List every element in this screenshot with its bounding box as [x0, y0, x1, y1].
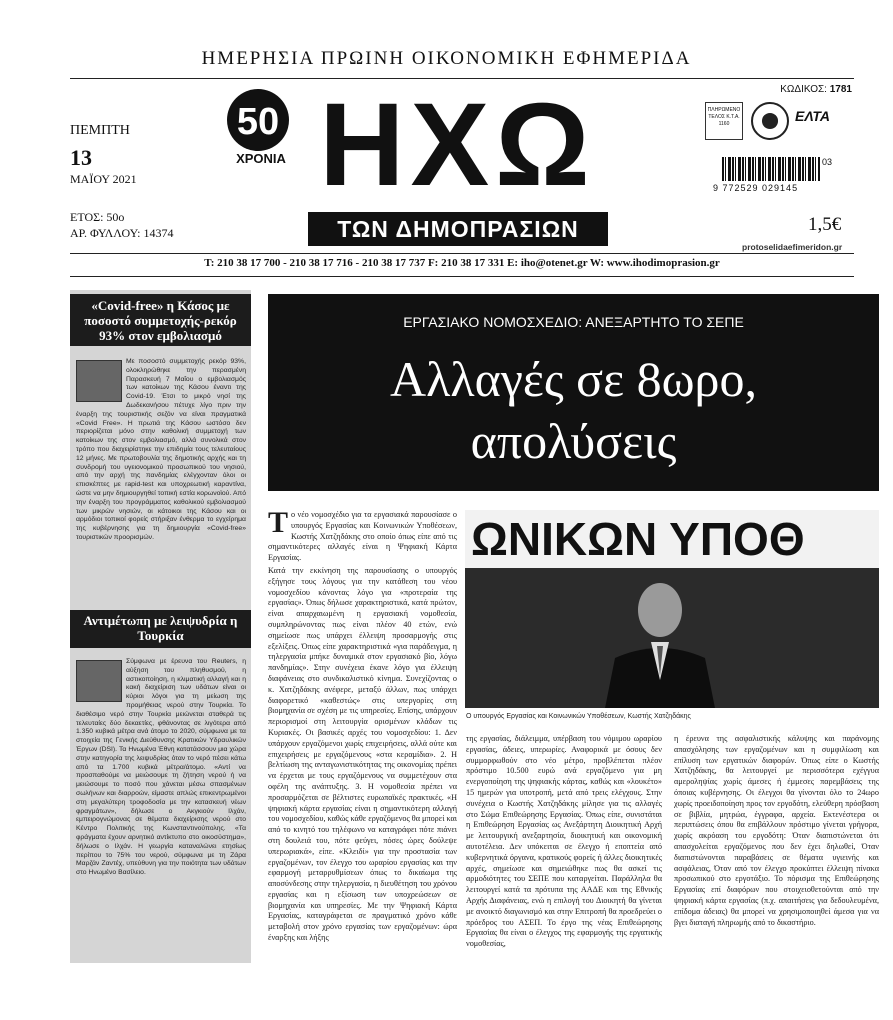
lead-body-2: της εργασίας, διάλειμμα, υπέρβαση του νόμιμου ωραρίου εργασίας, άδειες, υπερωρίες. Αναφορικά με όσους δεν συμμορφωθούν στο νέο μέτρο, προβλέπεται πλέον πρόστιμο 10.500 ευρώ ανά εργαζόμενο για μη ενεργοποίηση της ψηφιακής κάρτας, καθώς και «λουκέτο» 15 ημερών για υποτροπή, μετά από τρεις ελέγχους. Στην συνέχεια ο Κωστής Χατζηδάκης μίλησε για τις αλλαγές στο Σώμα Επιθεώρησης Εργασίας. Όπως είπε, συνιστάται η Επιθεώρηση Εργασίας ως Ανεξάρτητη Διοικητική Αρχή με λειτουργική ανεξαρτησία, διοικητική και οικονομική αυτοτέλεια. Δεν υπόκειται σε έλεγχο ή εποπτεία από κυβερνητικά όργανα, κρατικούς φορείς ή άλλες διοικητικές αρχές, σημείωσε και σημειώθηκε πως θα ασκεί τις αρμοδιότητες του ΣΕΠΕ που καταργείται. Παράλληλα θα λειτουργεί κατά τα πρότυπα της ΑΑΔΕ και της Εθνικής Αρχής Διαφάνειας, ενώ η επιλογή του Διοικητή θα γίνεται με ανοικτό διαγωνισμό και στην Επιτροπή θα προεδρεύει ο πρόεδρος του ΑΣΕΠ. Το έργο της νέας Επιθεώρησης Εργασίας θα είναι ο έλεγχος της εφαρμογής της εργατικής νομοθεσίας,: [466, 734, 662, 949]
cover-price: 1,5€: [808, 214, 842, 235]
sidebar-story2-title: Αντιμέτωπη με λειψυδρία η Τουρκία: [70, 610, 251, 648]
sidebar-story2-text: [76, 658, 246, 958]
photo-caption: Ο υπουργός Εργασίας και Κοινωνικών Υποθέσεων, Κωστής Χατζηδάκης: [466, 713, 691, 720]
barcode-issue-suffix: 03: [822, 157, 833, 167]
issue-day: ΠΕΜΠΤΗ: [70, 123, 130, 138]
thumb-spacer: [76, 658, 126, 704]
lead-photo: [465, 510, 879, 708]
lead-column-1: [268, 510, 457, 962]
newspaper-logo-subtitle: ΤΩΝ ΔΗΜΟΠΡΑΣΙΩΝ: [308, 212, 608, 246]
barcode-icon: [722, 157, 820, 181]
headline-line-2: απολύσεις: [470, 413, 677, 469]
code-label: ΚΩΔΙΚΟΣ:: [780, 84, 827, 95]
contact-rule-top: [70, 253, 854, 254]
contact-line: T: 210 38 17 700 - 210 38 17 716 - 210 38 17 737 F: 210 38 17 331 E: iho@otenet.gr W: www.ihodimoprasion.gr: [204, 257, 720, 269]
lead-headline: [268, 348, 879, 472]
sidebar-story1-title: «Covid-free» η Κάσος με ποσοστό συμμετοχής-ρεκόρ 93% στον εμβολιασμό: [70, 294, 251, 346]
issue-date-number: 13: [70, 145, 92, 170]
barcode-number: 9 772529 029145: [713, 183, 799, 193]
postage-paid-stamp: ΠΛΗΡΩΜΕΝΟ ΤΕΛΟΣ Κ.Τ.Α. 1160: [705, 102, 743, 140]
story1-body: Με ποσοστό συμμετοχής ρεκόρ 93%, ολοκληρώθηκε την περασμένη Παρασκευή 7 Μαΐου ο εμβολιασμός των κατοίκων της Κάσου έναντι της Covid-19. Έτσι το μικρό νησί της Δωδεκανήσου πέτυχε λίγο πριν την έναρξη της τουριστικής σεζόν να είναι πραγματικά «Covid Free». Η πρωτιά της Κάσου ωστόσο δεν περιορίζεται μόνο στην καθολική συμμετοχή των κατοίκων της στον εμβολιασμό, αλλά συνολικά στον τρόπο που διαχειρίστηκε την επιδημία τους τελευταίους 12 μήνες. Με πρωτοβουλία της δημοτικής αρχής και τη συνδρομή του υγειονομικού προσωπικού του νησιού, από την αρχή της πανδημίας ελέγχονταν όλοι οι επισκέπτες με rapid-test και υποχρεωτική καραντίνα, ώστε να μην δημιουργηθεί τοπική εστία κορωνοϊού. Από την έναρξη του προγράμματος καθολικού εμβολιασμού των μικρών νησιών, οι κάτοικοι της Κάσου και οι αρμόδιοι τοπικοί φορείς στήριξαν ένθερμα το εγχείρημα της κυβέρνησης για τη δημιουργία «Covid-free» τουριστικών προορισμών.: [76, 358, 246, 541]
issue-year: ΕΤΟΣ: 50ο: [70, 210, 125, 224]
postage-logos: [705, 102, 855, 142]
lead-column-3: [674, 734, 879, 964]
newspaper-tagline: ΗΜΕΡΗΣΙΑ ΠΡΩΙΝΗ ΟΙΚΟΝΟΜΙΚΗ ΕΦΗΜΕΡΙΔΑ: [201, 48, 692, 69]
elta-logo: ΕΛΤΑ: [795, 108, 831, 124]
seal-icon: [751, 102, 789, 140]
photo-backdrop-text: ΩΝΙΚΩΝ ΥΠΟΘ: [465, 510, 879, 568]
contact-rule-bottom: [70, 276, 854, 277]
newspaper-logo: ΗΧΩ: [319, 79, 596, 211]
issue-date-month: ΜΑΪΟΥ 2021: [70, 172, 137, 186]
publication-code: [742, 84, 852, 95]
lead-body-1: Κατά την εκκίνηση της παρουσίασης ο υπουργός εξήγησε τους λόγους για την κατάθεση του νέου νομοσχεδίου κάνοντας λόγο για «προτεραία της εργασίας». Όπως δήλωσε χαρακτηριστικά, κατά πρώτον, είναι απαρχαιωμένη η εργασιακή νομοθεσία, συμπληρώνοντας πως είναι πλέον 40 ετών, ενώ σημείωσε πως υπάρχει έλλειψη προσαρμογής στις εξελίξεις. Όπως είπε χαρακτηριστικά «για παράδειγμα, η τηλεργασία μπήκε δυναμικά στον εργασιακό βίο, λόγω πανδημίας». Στην συνέχεια έκανε λόγο για έλλειψη διαφάνειας στο συνδικαλιστικό κίνημα. Συνεχίζοντας ο κ. Χατζηδάκης ανέφερε, μεταξύ άλλων, πως υπάρχει διαφορετικό «καθεστώς» στις υπεργορίες στη βιομηχανία σε σχέση με τις υπηρεσίες. Επίσης, υπάρχουν περιορισμοί στη λειτουργία ορισμένων κλάδων τις Κυριακές. Οι βασικές αρχές του νομοσχεδίου: 1. Δεν υπάρχουν εργαζόμενοι χωρίς επιχειρήσεις, αλλά ούτε και επιχειρήσεις με εργαζόμενους «στα κεραμίδια». 2. Η βελτίωση της ανταγωνιστικότητας της οικονομίας πρέπει να έρχεται με τους εργαζόμενους να συμμετέχουν στα οφέλη της ανάπτυξης. 3. Η νομοθεσία πρέπει να προσαρμόζεται σε βέλτιστες ευρωπαϊκές πρακτικές. «Η ψηφιακή κάρτα εργασίας είναι η σημαντικότερη αλλαγή του νομοσχεδίου, καθώς κάθε εργαζόμενος θα μπορεί και από το κινητό του τηλέφωνο να καταγράφει πότε πιάνει στη δουλειά του, πότε φεύγει, πόσες ώρες δούλεψε υπερωριακά», είπε. «Κλειδί» για την προστασία των εργαζομένων, τον έλεγχο του ωραρίου εργασίας και την εφαρμογή μεταρρυθμίσεων όπως το δικαίωμα της αποσύνδεσης στην τηλεργασία, η διευθέτηση του χρόνου εργασίας και η εξίσωση των υποχρεώσεων σε βιομηχανία και υπηρεσίες. Με την Ψηφιακή Κάρτα Εργασίας, καταγράφεται σε πραγματικό χρόνο κάθε μεταβολή στον χρόνο εργασίας των εργαζομένων: ώρα έναρξης και λήξης: [268, 565, 457, 943]
thumb-spacer: [76, 358, 126, 404]
drop-cap: Τ: [268, 510, 289, 539]
minister-portrait-icon: [595, 580, 725, 708]
story2-body: Σύμφωνα με έρευνα του Reuters, η αύξηση του πληθυσμού, η αστικοποίηση, η κλιματική αλλαγή και η κακή διαχείριση των υδάτων είναι οι κύριοι λόγοι για τη μείωση της προμήθειας νερού στην Τουρκία. Το διαθέσιμο νερό στην Τουρκία μειώνεται σταθερά τις τελευταίες δύο δεκαετίες, φθάνοντας σε λιγότερα από 1.350 κυβικά μέτρα ανά άτομο το 2020, σύμφωνα με τα στοιχεία της Γενικής Διεύθυνσης Κρατικών Υδραυλικών Έργων (DSI). Τα Ηνωμένα Έθνη κατατάσσουν μια χώρα στην κατηγορία της λειψυδρίας όταν το νερό πέσει κάτω από τα 1.700 κυβικά μέτρα/άτομο. «Αντί να προσπαθούμε να μειώσουμε τη ζήτηση νερού ή να μειώσουμε το ποσό που χάνεται μέσω σπασμένων σωλήνων και διαρροών, είμαστε απλώς επικεντρωμένοι στη μεγαλύτερη τροφοδοσία με την κατασκευή νέων φραγμάτων», δήλωσε ο Ακγκιούν Ιλχάν, εμπειρογνώμονας σε θέματα διαχείρισης νερού στο Κέντρο Πολιτικής της Κωνσταντινούπολης. «Τα φράγματα έχουν αρνητικό αντίκτυπο στο οικοσύστημα», δήλωσε ο Ιλχάν. Η γεωργία καταναλώνει ετησίως περίπου το 75% του νερού, σύμφωνα με τη Ζάρα Μαρζάν Ζαντέχ, υπεύθυνη για την ποιότητα των υδάτων στο Ηνωμένο Βασίλειο.: [76, 658, 246, 877]
site-watermark: protoselidaefimeridon.gr: [742, 242, 843, 252]
headline-line-1: Αλλαγές σε 8ωρο,: [390, 351, 757, 407]
lead-kicker: ΕΡΓΑΣΙΑΚΟ ΝΟΜΟΣΧΕΔΙΟ: ΑΝΕΞΑΡΤΗΤΟ ΤΟ ΣΕΠΕ: [403, 314, 744, 330]
sidebar-story1-text: [76, 358, 246, 604]
anniversary-label: ΧΡΟΝΙΑ: [236, 151, 286, 166]
lead-intro: ο νέο νομοσχέδιο για τα εργασιακά παρουσίασε ο υπουργός Εργασίας και Κοινωνικών Υποθέσεων, Κωστής Χατζηδάκης στο οποίο όπως είπε από τις σημαντικότερες αλλαγές είναι η Ψηφιακή Κάρτα Εργασίας.: [268, 510, 457, 563]
lead-column-2: [466, 734, 662, 964]
issue-sheet-number: ΑΡ. ΦΥΛΛΟΥ: 14374: [70, 226, 174, 240]
badge-number: 50: [236, 101, 280, 143]
lead-body-3: η έρευνα της ασφαλιστικής κάλυψης και παράνομης απασχόλησης των εργαζομένων και η συμφιλίωση και επίλυση των εργατικών διαφορών. Όπως είπε ο Κωστής Χατζηδάκης, θα λειτουργεί με περισσότερα εχέγγυα αμεροληψίας χωρίς άμεσες ή έμμεσες παρεμβάσεις της όποιας κυβέρνησης. Οι έλεγχοι θα γίνονται όλο το 24ωρο χωρίς προειδοποίηση προς τον εργοδότη, ελεύθερη πρόσβαση σε βιβλία, μητρώα, έγγραφα, αρχεία. Εκτενέστερα οι περιπτώσεις όπου θα επιβάλλουν πρόστιμο γίνεται γρήγορα, χωρίς ακρόαση του εργοδότη: Όταν διαπιστώνεται ότι απασχολείται εργαζόμενος που δεν έχει δηλωθεί, Όταν διαπιστώνονται παραβάσεις σε θέματα υγιεινής και ασφάλειας, Όταν από τον έλεγχο προκύπτει έλλειψη πίνακα προσωπικού στο εργοτάξιο. Το πόρισμα της Επιθεώρησης Εργασίας επί διαφόρων που στοιχειοθετούνται από την ψηφιακή κάρτα εργασίας (π.χ. απαιτήσεις για δεδουλευμένα, επίδομα άδειας) θα μπορεί να χρησιμοποιηθεί άμεσα για να βγει διαταγή πληρωμής από το δικαστήριο.: [674, 734, 879, 927]
code-value: 1781: [829, 84, 852, 95]
